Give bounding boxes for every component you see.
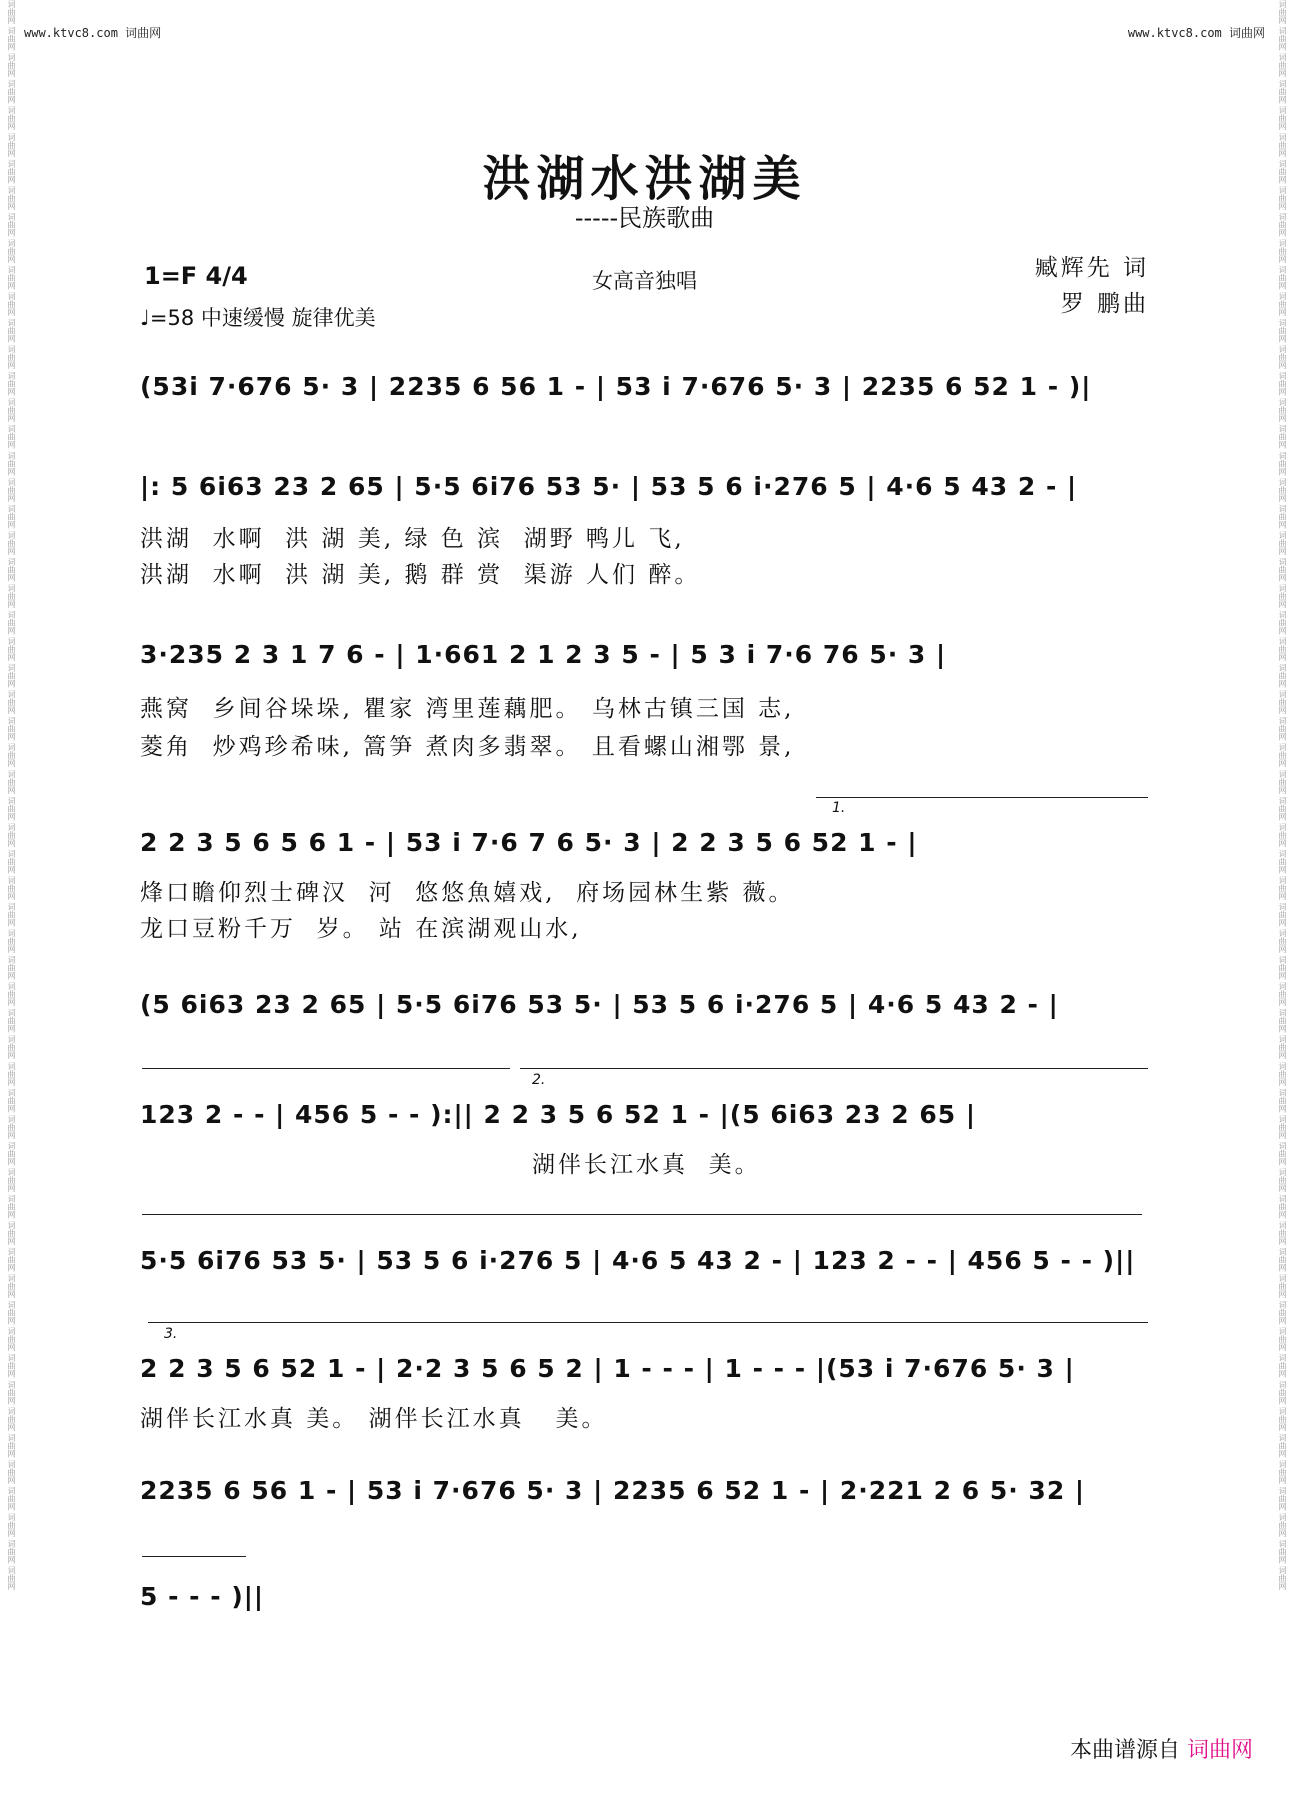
lyric-line-4: 菱角 炒鸡珍希味, 篙笋 煮肉多翡翠。 且看螺山湘鄂 景, xyxy=(140,734,795,760)
song-title: 洪湖水洪湖美 xyxy=(482,151,807,207)
watermark-url-left: www.ktvc8.com 词曲网 xyxy=(24,26,162,40)
key-signature: 1=F 4/4 xyxy=(144,262,248,290)
footer-source-text: 本曲谱源自 xyxy=(1069,1738,1180,1763)
volta-bracket-2 xyxy=(520,1068,1148,1069)
lyric-line-6: 龙口豆粉千万 岁。 站 在滨湖观山水, xyxy=(140,916,582,942)
side-watermark-left: 词曲网 词曲网 词曲网 词曲网 词曲网 词曲网 词曲网 词曲网 词曲网 词曲网 词曲网 词曲网 词曲网 词曲网 词曲网 词曲网 词曲网 词曲网 词曲网 词曲网 词曲网 词曲网 词曲网 词曲网 词曲网 词曲网 词曲网 词曲网 词曲网 词曲网 词曲网 词曲网 词曲网 词曲网 词曲网 词曲网 词曲网 词曲网 词曲网 词曲网 词曲网 词曲网 词曲网 词曲网 词曲网 词曲网 词曲网 词曲网 词曲网 词曲网 词曲网 词曲网 词曲网 词曲网 词曲网 词曲网 词曲网 词曲网 词曲网 词曲网 xyxy=(7,0,16,1591)
lyric-line-1: 洪湖 水啊 洪 湖 美, 绿 色 滨 湖野 鸭儿 飞, xyxy=(140,526,685,552)
footer-brand-link[interactable]: 词曲网 xyxy=(1186,1738,1253,1763)
music-line-9: 2235 6 56 1 - | 53 i 7·676 5· 3 | 2235 6 52 1 - | 2·221 2 6 5· 32 | xyxy=(140,1476,1086,1505)
footer-source xyxy=(1070,1733,1253,1764)
singer-type: 女高音独唱 xyxy=(592,269,697,293)
music-line-3: 3·235 2 3 1 7 6 - | 1·661 2 1 2 3 5 - | 5 3 i 7·6 76 5· 3 | xyxy=(140,640,947,669)
lyric-line-3: 燕窝 乡间谷垛垛, 瞿家 湾里莲藕肥。 乌林古镇三国 志, xyxy=(140,696,795,722)
volta-label-2: 2. xyxy=(532,1072,546,1088)
music-line-5: (5 6i63 23 2 65 | 5·5 6i76 53 5· | 53 5 6 i·276 5 | 4·6 5 43 2 - | xyxy=(140,990,1059,1019)
lyric-line-7: 湖伴长江水真 美。 xyxy=(532,1152,761,1178)
music-line-6: 123 2 - - | 456 5 - - ):|| 2 2 3 5 6 52 1 - |(5 6i63 23 2 65 | xyxy=(140,1100,977,1129)
volta-bracket-1 xyxy=(816,797,1148,798)
volta-label-1: 1. xyxy=(832,800,846,816)
song-genre: -----民族歌曲 xyxy=(574,204,715,232)
volta-bracket-1b xyxy=(142,1068,510,1069)
music-line-4: 2 2 3 5 6 5 6 1 - | 53 i 7·6 7 6 5· 3 | 2 2 3 5 6 52 1 - | xyxy=(140,828,918,857)
music-line-2: |: 5 6i63 23 2 65 | 5·5 6i76 53 5· | 53 5 6 i·276 5 | 4·6 5 43 2 - | xyxy=(140,472,1078,501)
side-watermark-right: 词曲网 词曲网 词曲网 词曲网 词曲网 词曲网 词曲网 词曲网 词曲网 词曲网 词曲网 词曲网 词曲网 词曲网 词曲网 词曲网 词曲网 词曲网 词曲网 词曲网 词曲网 词曲网 词曲网 词曲网 词曲网 词曲网 词曲网 词曲网 词曲网 词曲网 词曲网 词曲网 词曲网 词曲网 词曲网 词曲网 词曲网 词曲网 词曲网 词曲网 词曲网 词曲网 词曲网 词曲网 词曲网 词曲网 词曲网 词曲网 词曲网 词曲网 词曲网 词曲网 词曲网 词曲网 词曲网 词曲网 词曲网 词曲网 词曲网 词曲网 xyxy=(1278,0,1287,1591)
final-bracket xyxy=(142,1556,246,1557)
watermark-url-right: www.ktvc8.com 词曲网 xyxy=(1127,26,1265,40)
lyric-line-5: 烽口瞻仰烈士碑汉 河 悠悠魚嬉戏, 府场园林生紫 薇。 xyxy=(140,880,795,906)
repeat-bracket xyxy=(142,1214,1142,1215)
lyric-line-2: 洪湖 水啊 洪 湖 美, 鹅 群 赏 渠游 人们 醉。 xyxy=(140,562,701,588)
music-line-7: 5·5 6i76 53 5· | 53 5 6 i·276 5 | 4·6 5 43 2 - | 123 2 - - | 456 5 - - )|| xyxy=(140,1246,1136,1275)
credits xyxy=(1035,250,1149,322)
tempo-marking: ♩=58 中速缓慢 旋律优美 xyxy=(140,306,376,330)
music-line-8: 2 2 3 5 6 52 1 - | 2·2 3 5 6 5 2 | 1 - - - | 1 - - - |(53 i 7·676 5· 3 | xyxy=(140,1354,1075,1383)
music-line-1: (53i 7·676 5· 3 | 2235 6 56 1 - | 53 i 7·676 5· 3 | 2235 6 52 1 - )| xyxy=(140,372,1092,401)
lyric-line-8: 湖伴长江水真 美。 湖伴长江水真 美。 xyxy=(140,1406,608,1432)
music-line-10: 5 - - - )|| xyxy=(140,1582,265,1611)
volta-bracket-3 xyxy=(148,1322,1148,1323)
volta-label-3: 3. xyxy=(164,1326,178,1342)
composer: 罗 鹏曲 xyxy=(1060,291,1149,317)
lyricist: 臧辉先 词 xyxy=(1034,255,1149,281)
